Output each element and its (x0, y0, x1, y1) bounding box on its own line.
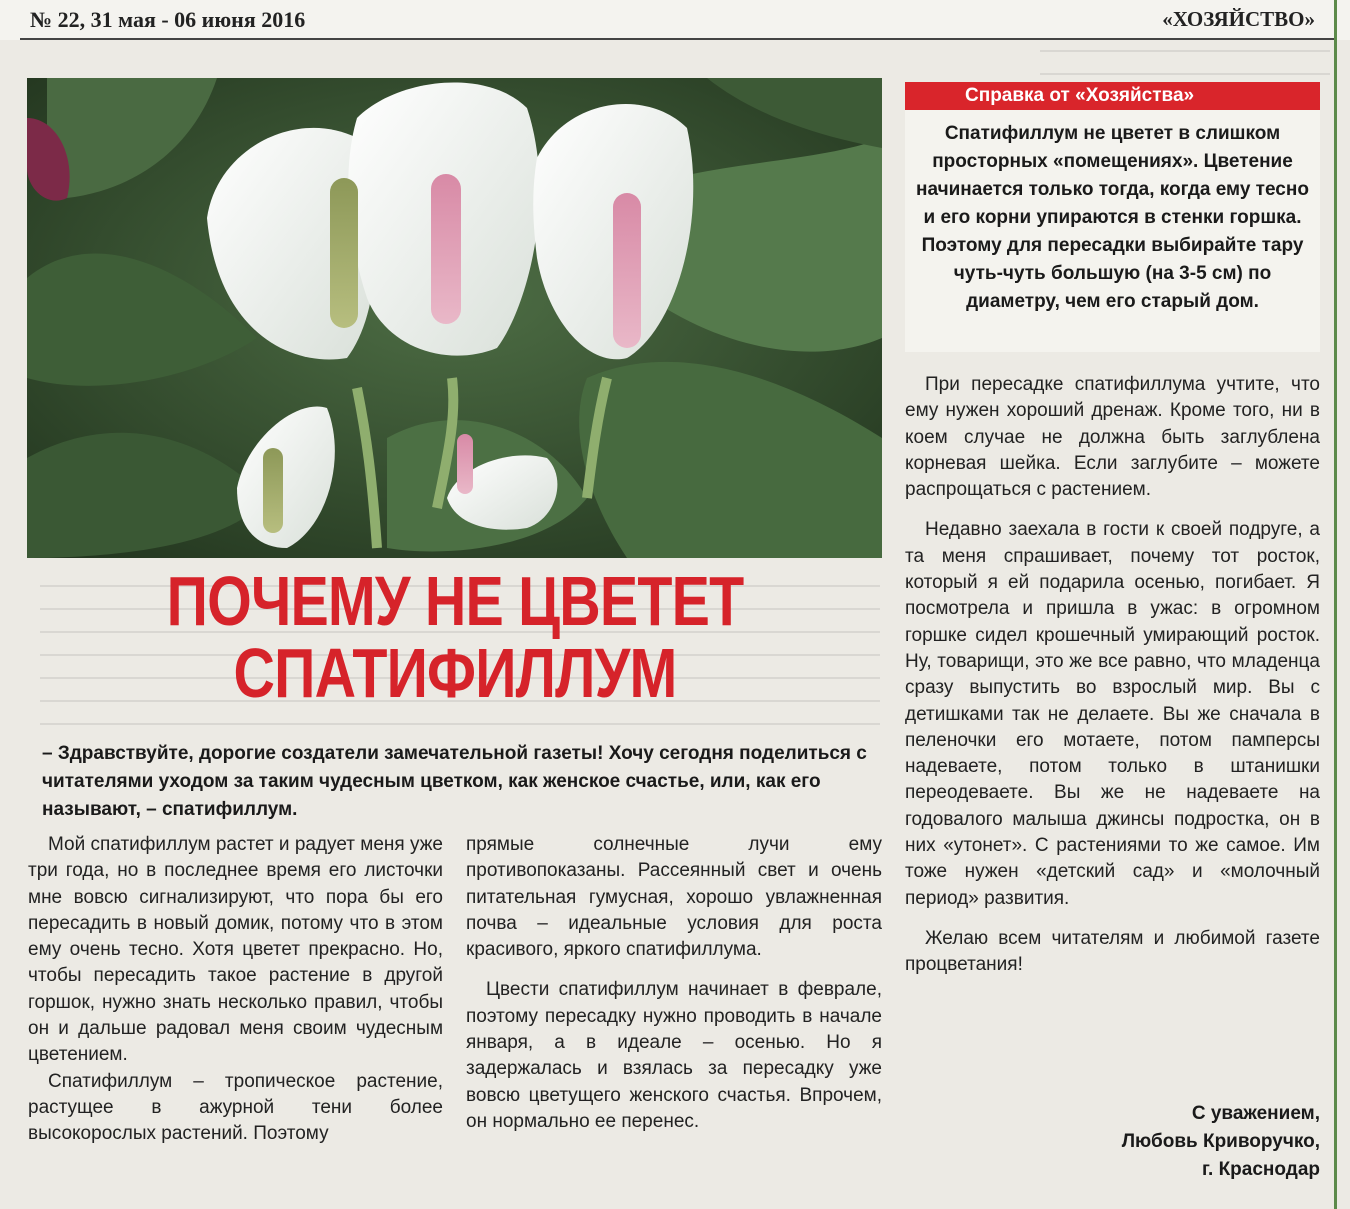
column-3 (905, 372, 1320, 979)
paragraph: Желаю всем читателям и любимой газете процветания! (905, 927, 1320, 976)
title-line-2: СПАТИФИЛЛУМ (233, 634, 677, 712)
bleed-through-right (1040, 40, 1330, 82)
paragraph: прямые солнечные лучи ему противопоказаны. Рассеянный свет и очень питательная гумусная, хорошо увлажненная почва – идеальные условия для роста красивого, яркого спатифиллума. (466, 834, 882, 961)
article-title (98, 562, 811, 712)
paragraph: Мой спатифиллум растет и радует меня уже три года, но в последнее время его листочки мне вовсю сигнализируют, что пора бы его пересадить в новый домик, потому что в этом ему очень тесно. Хотя цветет прекрасно. Но, чтобы пересадить такое растение в другой горшок, нужно знать несколько правил, чтобы он и дальше радовал меня своим чудесным цветением. (28, 834, 443, 1066)
article-lead: – Здравствуйте, дорогие создатели замечательной газеты! Хочу сегодня поделиться с читателями уходом за таким чудесным цветком, как женское счастье, или, как его называют, – спатифиллум. (42, 743, 867, 820)
title-line-1: ПОЧЕМУ НЕ ЦВЕТЕТ (166, 562, 744, 640)
signature-line: С уважением, (1191, 1103, 1320, 1124)
newspaper-name: «ХОЗЯЙСТВО» (1162, 7, 1315, 31)
flower-photo (27, 78, 882, 558)
spathiphyllum-image (27, 78, 882, 558)
issue-info: № 22, 31 мая - 06 июня 2016 (30, 7, 306, 32)
column-1 (28, 832, 443, 1148)
author-signature (905, 1100, 1320, 1184)
page-header (0, 0, 1350, 40)
sidebar-text: Спатифиллум не цветет в слишком просторных «помещениях». Цветение начинается только тогда, когда ему тесно и его корни упираются в стенки горшка. Поэтому для пересадки выбирайте тару чуть-чуть большую (на 3-5 см) по диаметру, чем его старый дом. (916, 123, 1309, 312)
author-name: Любовь Криворучко, (1121, 1131, 1320, 1152)
sidebar-heading: Справка от «Хозяйства» (905, 82, 1320, 110)
paragraph: Цвести спатифиллум начинает в феврале, поэтому пересадку нужно проводить в начале января, а в идеале – осенью. Но я задержалась и взялась за пересадку уже вовсю цветущего женского счастья. Впрочем, он нормально ее перенес. (466, 979, 882, 1132)
page-edge (1334, 0, 1337, 1209)
paragraph: Недавно заехала в гости к своей подруге, а та меня спрашивает, почему тот росток, который я ей подарила осенью, погибает. Я посмотрела и пришла в ужас: в огромном горшке сидел крошечный умирающий росток. Ну, товарищи, это же все равно, что младенца сразу выпустить во взрослый мир. Вы с детишками так не делаете. Вы же сначала в пеленочки его мотаете, потом памперсы надеваете, потом только в штанишки переодеваете. Вы же не надеваете на годовалого малыша джинсы подростка, он в них «утонет». С растениями то же самое. Им тоже нужен «детский сад» и «молочный период» развития. (905, 519, 1320, 909)
author-city: г. Краснодар (1202, 1159, 1320, 1180)
column-2 (466, 832, 882, 1135)
paragraph: Спатифиллум – тропическое растение, растущее в ажурной тени более высокорослых растений. Поэтому (28, 1070, 443, 1145)
paragraph: При пересадке спатифиллума учтите, что ему нужен хороший дренаж. Кроме того, ни в коем случае не должна быть заглублена корневая шейка. Если заглубите – можете распрощаться с растением. (905, 374, 1320, 501)
sidebar-note (905, 82, 1320, 352)
